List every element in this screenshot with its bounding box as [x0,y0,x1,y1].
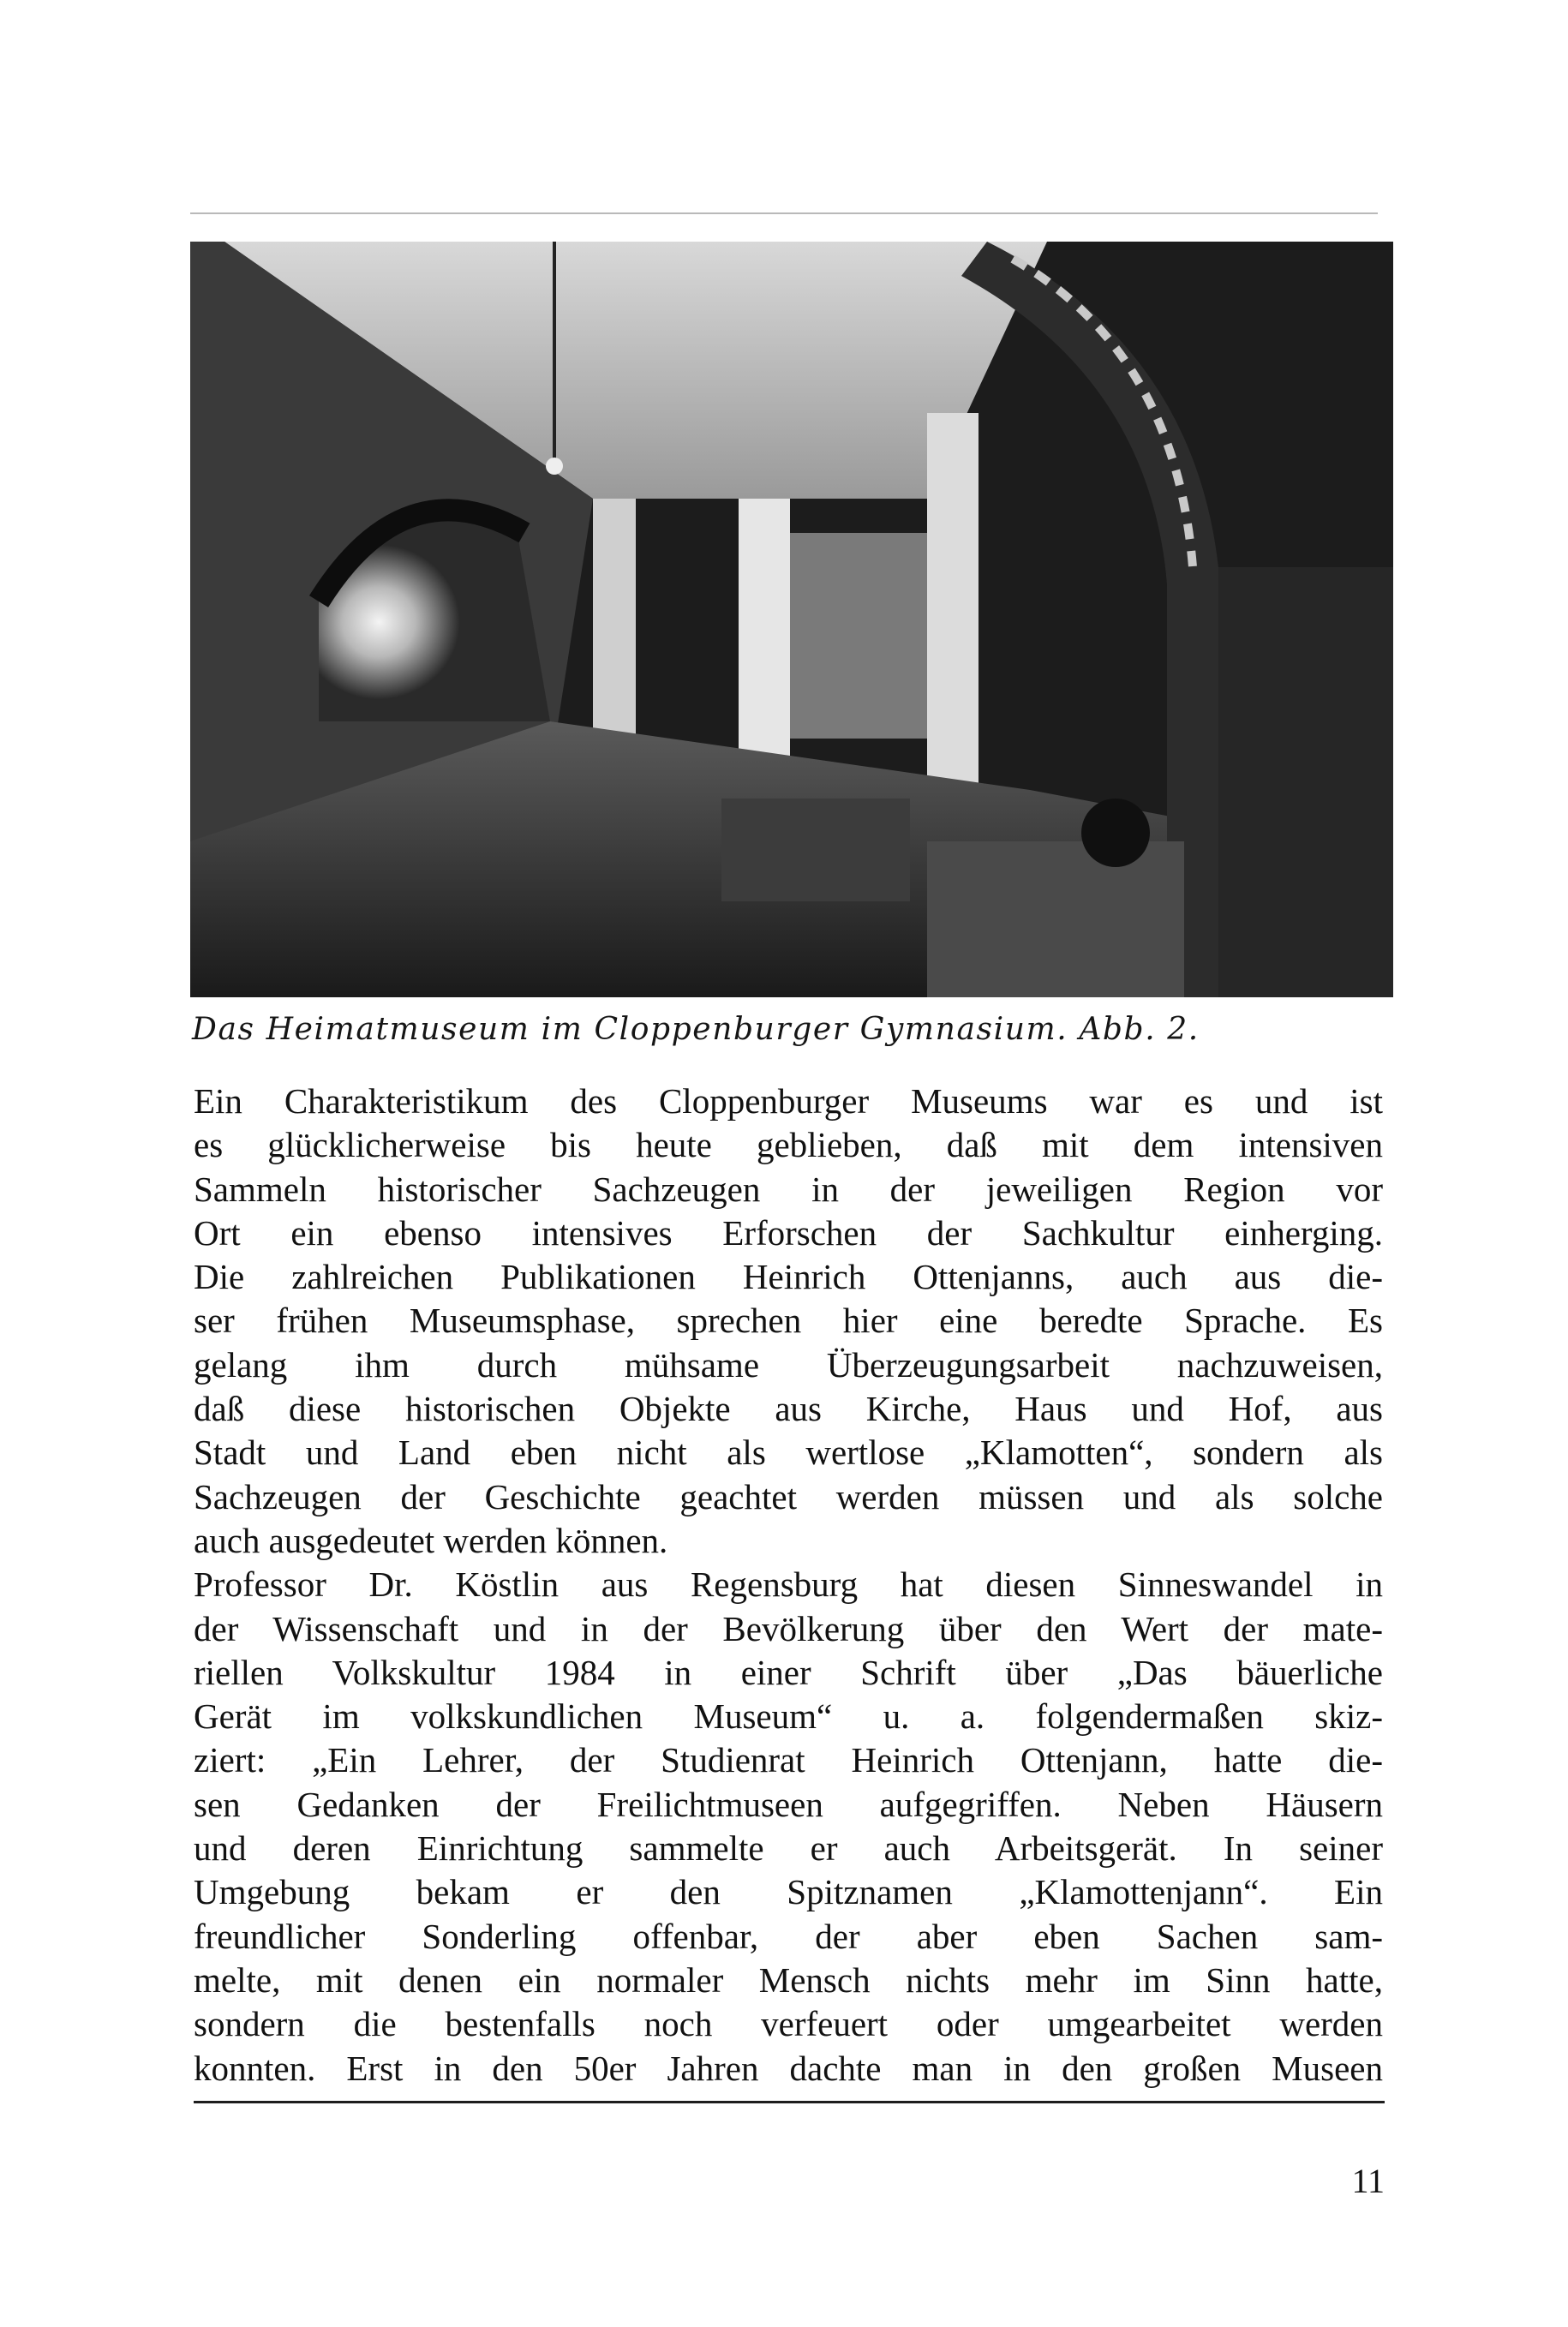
figure-caption: Das Heimatmuseum im Cloppenburger Gymnasium. Abb. 2. [192,1012,1200,1047]
text-line: Sammeln historischer Sachzeugen in der jeweiligen Region vor [194,1169,1383,1209]
text-line: es glücklicherweise bis heute geblieben, daß mit dem intensiven [194,1125,1383,1165]
text-line: gelang ihm durch mühsame Überzeugungsarbeit nachzuweisen, [194,1344,1383,1385]
text-line: ser frühen Museumsphase, sprechen hier eine beredte Sprache. Es [194,1301,1383,1341]
text-line-last: auch ausgedeutet werden können. [194,1520,668,1560]
text-line: Ort ein ebenso intensives Erforschen der Sachkultur einherging. [194,1212,1383,1253]
text-line: und deren Einrichtung sammelte er auch Arbeitsgerät. In seiner [194,1828,1383,1869]
body-text [194,1080,1383,2091]
text-line: freundlicher Sonderling offenbar, der aber eben Sachen sam- [194,1916,1383,1956]
text-line: sen Gedanken der Freilichtmuseen aufgegriffen. Neben Häusern [194,1784,1383,1824]
text-line: ziert: „Ein Lehrer, der Studienrat Heinrich Ottenjann, hatte die- [194,1740,1383,1780]
photo-illustration [190,242,1393,997]
text-line: Ein Charakteristikum des Cloppenburger Museums war es und ist [194,1081,1383,1121]
text-line: riellen Volkskultur 1984 in einer Schrift über „Das bäuerliche [194,1652,1383,1692]
text-line: daß diese historischen Objekte aus Kirche, Haus und Hof, aus [194,1389,1383,1429]
text-line: sondern die bestenfalls noch verfeuert oder umgearbeitet werden [194,2004,1383,2044]
text-line: Sachzeugen der Geschichte geachtet werden müssen und als solche [194,1476,1383,1516]
page-number: 11 [1351,2162,1385,2200]
text-line: der Wissenschaft und in der Bevölkerung über den Wert der mate- [194,1608,1383,1648]
text-line: Stadt und Land eben nicht als wertlose „Klamotten“, sondern als [194,1433,1383,1473]
top-rule [190,212,1378,214]
text-line: Umgebung bekam er den Spitznamen „Klamottenjann“. Ein [194,1872,1383,1912]
museum-interior-photo [190,242,1393,997]
text-line: Die zahlreichen Publikationen Heinrich Ottenjanns, auch aus die- [194,1257,1383,1297]
text-line: Professor Dr. Köstlin aus Regensburg hat diesen Sinneswandel in [194,1564,1383,1605]
text-line: konnten. Erst in den 50er Jahren dachte man in den großen Museen [194,2048,1383,2088]
text-line: melte, mit denen ein normaler Mensch nichts mehr im Sinn hatte, [194,1959,1383,2000]
bottom-rule [194,2101,1385,2103]
text-line: Gerät im volkskundlichen Museum“ u. a. folgendermaßen skiz- [194,1696,1383,1737]
